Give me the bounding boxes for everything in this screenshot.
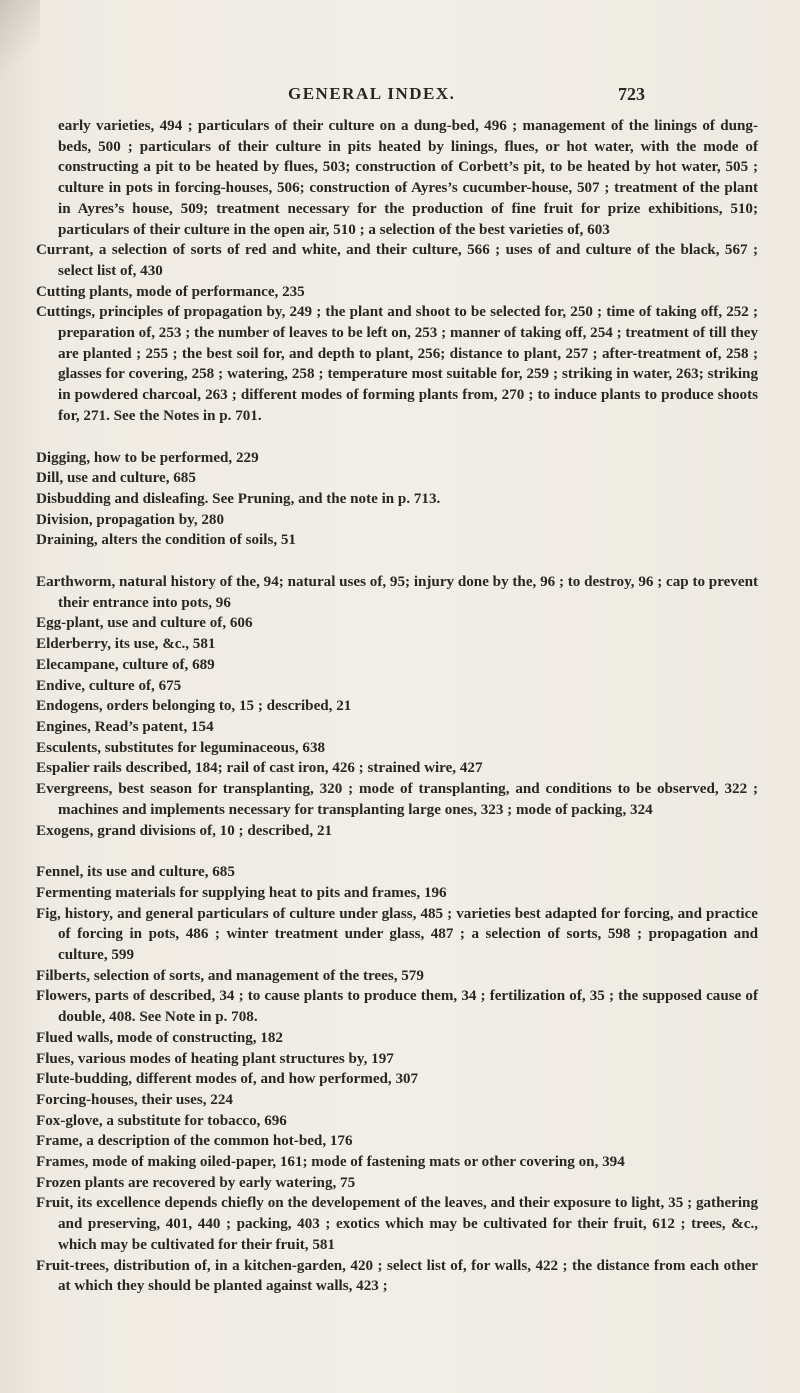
- index-entry: Exogens, grand divisions of, 10 ; described, 21: [36, 822, 333, 839]
- index-entry: Flues, various modes of heating plant structures by, 197: [36, 1050, 394, 1067]
- index-entry: Earthworm, natural history of the, 94; natural uses of, 95; injury done by the, 96 ; to destroy, 96 ; cap to prevent their entrance into pots, 96: [36, 574, 758, 611]
- page-header: [0, 84, 800, 108]
- index-entry: Fig, history, and general particulars of culture under glass, 485 ; varieties best adapted for forcing, and practice of forcing in pots, 486 ; winter treatment under glass, 487 ; a selection of sorts, 598 ; propagation and culture, 599: [36, 905, 758, 964]
- section-gap: [36, 841, 758, 862]
- page-number: 723: [618, 84, 645, 104]
- index-entry: Cutting plants, mode of performance, 235: [36, 283, 305, 300]
- index-entry: Draining, alters the condition of soils, 51: [36, 532, 296, 549]
- index-entry: Digging, how to be performed, 229: [36, 449, 259, 466]
- index-entry: Fennel, its use and culture, 685: [36, 864, 235, 881]
- index-body: [36, 116, 758, 1297]
- index-entry: Flued walls, mode of constructing, 182: [36, 1029, 283, 1046]
- index-entry: Fermenting materials for supplying heat to pits and frames, 196: [36, 884, 447, 901]
- index-entry: Disbudding and disleafing. See Pruning, and the note in p. 713.: [36, 490, 441, 507]
- index-entry: Egg-plant, use and culture of, 606: [36, 615, 253, 632]
- page-corner-shadow: [0, 0, 40, 80]
- index-entry: Fruit, its excellence depends chiefly on the developement of the leaves, and their exposure to light, 35 ; gathering and preserving, 401, 440 ; packing, 403 ; exotics which may be cultivated for their fruit, 612 ; trees, &c., which may be cultivated for their fruit, 581: [36, 1195, 758, 1253]
- index-entry: early varieties, 494 ; particulars of their culture on a dung-bed, 496 ; management of the linings of dung-beds, 500 ; particulars of their culture in pits heated by linings, flues, or hot water, with the mode of constructing a pit to be heated by flues, 503; construction of Corbett’s pit, to be heated by hot water, 505 ; culture in pots in forcing-houses, 506; construction of Ayres’s cucumber-house, 507 ; treatment of the plant in Ayres’s house, 509; treatment necessary for the production of fine fruit for prize exhibitions, 510; particulars of their culture in the open air, 510 ; a selection of the best varieties of, 603: [58, 118, 758, 238]
- index-entry: Frames, mode of making oiled-paper, 161; mode of fastening mats or other covering on, 394: [36, 1154, 625, 1171]
- index-entry: Flowers, parts of described, 34 ; to cause plants to produce them, 34 ; fertilization of, 35 ; the supposed cause of double, 408. See Note in p. 708.: [36, 988, 758, 1026]
- index-entry: Filberts, selection of sorts, and management of the trees, 579: [36, 967, 424, 984]
- index-entry: Fruit-trees, distribution of, in a kitchen-garden, 420 ; select list of, for walls, 422 ; the distance from each other at which they should be planted against walls, 423 ;: [36, 1257, 758, 1295]
- index-entry: Forcing-houses, their uses, 224: [36, 1091, 233, 1108]
- index-entry: Esculents, substitutes for leguminaceous, 638: [36, 739, 326, 756]
- index-entry: Elderberry, its use, &c., 581: [36, 636, 216, 653]
- section-gap: [36, 551, 758, 572]
- index-entry: Dill, use and culture, 685: [36, 470, 196, 487]
- index-entry: Espalier rails described, 184; rail of cast iron, 426 ; strained wire, 427: [36, 760, 483, 777]
- index-entry: Division, propagation by, 280: [36, 511, 225, 528]
- index-entry: Cuttings, principles of propagation by, 249 ; the plant and shoot to be selected for, 250 ; time of taking off, 252 ; preparation of, 253 ; the number of leaves to be left on, 253 ; manner of taking off, 254 ; treatment of till they are planted ; 255 ; the best soil for, and depth to plant, 256; distance to plant, 257 ; after-treatment of, 258 ; glasses for covering, 258 ; watering, 258 ; temperature most suitable for, 259 ; striking in water, 263; striking in powdered charcoal, 263 ; different modes of forming plants from, 270 ; to induce plants to produce shoots for, 271. See the Notes in p. 701.: [36, 304, 758, 424]
- index-entry: Evergreens, best season for transplanting, 320 ; mode of transplanting, and conditions to be observed, 322 ; machines and implements necessary for transplanting large ones, 323 ; mode of packing, 324: [36, 781, 758, 818]
- index-entry: Engines, Read’s patent, 154: [36, 718, 214, 735]
- section-gap: [36, 427, 758, 448]
- index-entry: Endive, culture of, 675: [36, 677, 182, 694]
- running-title: GENERAL INDEX.: [288, 84, 456, 103]
- index-entry: Frozen plants are recovered by early watering, 75: [36, 1174, 356, 1191]
- index-entry: Endogens, orders belonging to, 15 ; described, 21: [36, 698, 352, 715]
- index-entry: Frame, a description of the common hot-bed, 176: [36, 1133, 353, 1150]
- index-entry: Fox-glove, a substitute for tobacco, 696: [36, 1112, 287, 1129]
- index-entry: Currant, a selection of sorts of red and white, and their culture, 566 ; uses of and culture of the black, 567 ; select list of, 430: [36, 242, 758, 279]
- index-entry: Elecampane, culture of, 689: [36, 656, 215, 673]
- index-entry: Flute-budding, different modes of, and how performed, 307: [36, 1071, 419, 1088]
